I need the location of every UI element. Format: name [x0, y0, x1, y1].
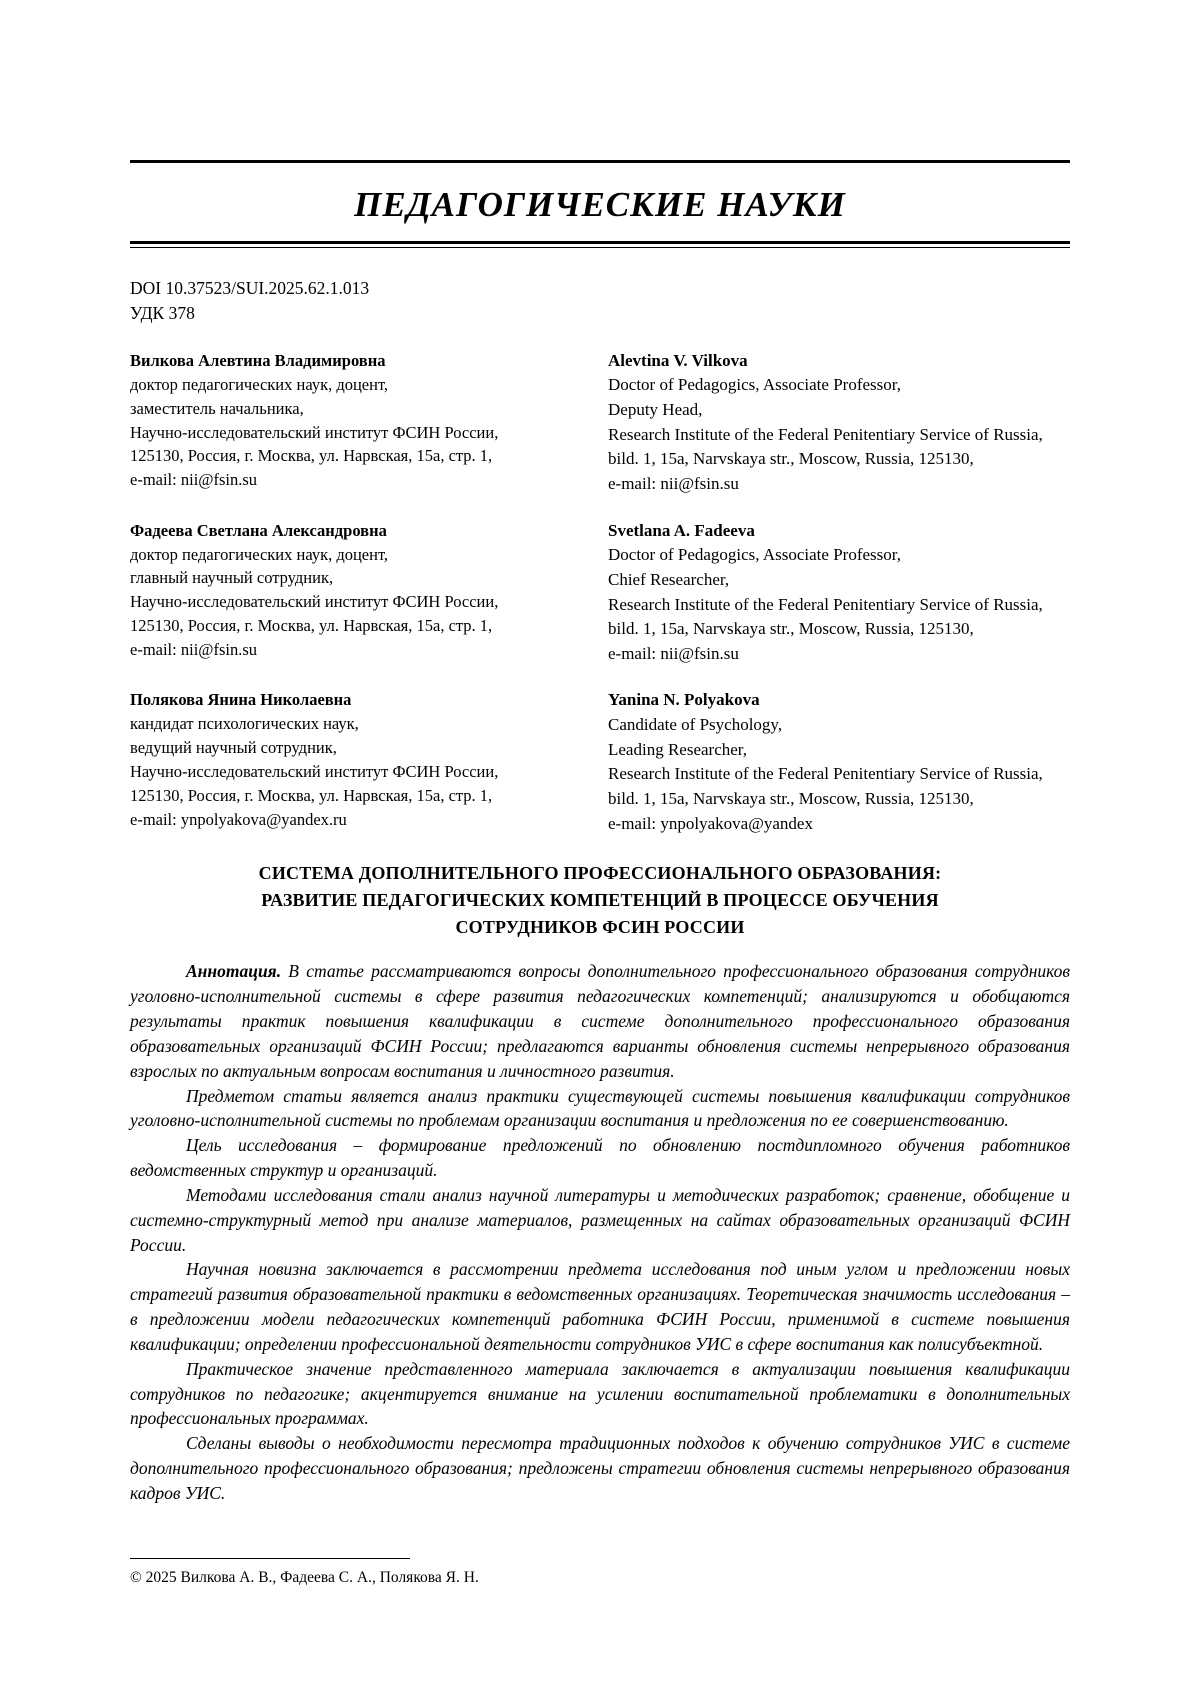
footer-rule	[130, 1558, 410, 1559]
copyright-text: © 2025 Вилкова А. В., Фадеева С. А., Полякова Я. Н.	[130, 1569, 479, 1586]
authors-block	[130, 349, 1070, 837]
author-affiliation: Research Institute of the Federal Penitentiary Service of Russia,	[608, 594, 1043, 614]
author-email: e-mail: nii@fsin.su	[130, 640, 258, 660]
author-detail: доктор педагогических наук, доцент,	[130, 544, 389, 564]
author-detail: Candidate of Psychology,	[608, 715, 783, 735]
page-content	[130, 0, 1070, 1506]
author-detail: доктор педагогических наук, доцент,	[130, 374, 389, 394]
abstract-block	[130, 959, 1070, 1506]
abstract-text: В статье рассматриваются вопросы дополнительного профессионального образования сотрудников уголовно-исполнительной системы в сфере развития педагогических компетенций; анализируются и обобщаются результаты практик повышения квалификации в системе дополнительного профессионального образования образовательных организаций ФСИН России; предлагаются варианты обновления системы непрерывного образования взрослых по актуальным вопросам воспитания и личностного развития.	[130, 961, 1071, 1081]
author-affiliation: Научно-исследовательский институт ФСИН России,	[130, 592, 499, 612]
author-address: bild. 1, 15a, Narvskaya str., Moscow, Russia, 125130,	[608, 449, 974, 469]
author-name-en: Yanina N. Polyakova	[608, 690, 760, 710]
author-detail: Deputy Head,	[608, 400, 703, 420]
author-name-en: Svetlana A. Fadeeva	[608, 520, 755, 540]
author-name-ru: Полякова Янина Николаевна	[130, 690, 352, 710]
article-title-line: СОТРУДНИКОВ ФСИН РОССИИ	[455, 917, 745, 938]
author-detail: кандидат психологических наук,	[130, 714, 359, 734]
author-address: 125130, Россия, г. Москва, ул. Нарвская, 15а, стр. 1,	[130, 786, 493, 806]
author-en-column	[600, 519, 1070, 667]
author-address: bild. 1, 15a, Narvskaya str., Moscow, Russia, 125130,	[608, 619, 974, 639]
author-detail: ведущий научный сотрудник,	[130, 738, 337, 758]
author-affiliation: Научно-исследовательский институт ФСИН России,	[130, 762, 499, 782]
abstract-label: Аннотация.	[186, 961, 282, 982]
author-ru-column	[130, 688, 600, 836]
author-name-ru: Фадеева Светлана Александровна	[130, 520, 387, 540]
header-bottom-rule-2	[130, 247, 1070, 248]
abstract-paragraph: Научная новизна заключается в рассмотрении предмета исследования под иным углом и предложении новых стратегий развития образовательной практики в ведомственных организациях. Теоретическая значимость исследования – в предложении модели педагогических компетенций работника ФСИН России, применимой в системе повышения квалификации; определении профессиональной деятельности сотрудников УИС в сфере воспитания как полисубъектной.	[130, 1259, 1070, 1354]
author-affiliation: Research Institute of the Federal Penitentiary Service of Russia,	[608, 764, 1043, 784]
author-address: 125130, Россия, г. Москва, ул. Нарвская, 15а, стр. 1,	[130, 446, 493, 466]
author-detail: Chief Researcher,	[608, 569, 730, 589]
author-name-ru: Вилкова Алевтина Владимировна	[130, 350, 386, 370]
author-entry	[130, 519, 1070, 667]
author-detail: главный научный сотрудник,	[130, 568, 334, 588]
author-detail: Doctor of Pedagogics, Associate Professor,	[608, 375, 901, 395]
author-ru-column	[130, 349, 600, 497]
doi-block	[130, 276, 1070, 327]
article-title-line: РАЗВИТИЕ ПЕДАГОГИЧЕСКИХ КОМПЕТЕНЦИЙ В ПРОЦЕССЕ ОБУЧЕНИЯ	[261, 890, 939, 911]
abstract-paragraph	[130, 959, 1070, 1083]
page-footer	[130, 1558, 1070, 1587]
abstract-paragraph: Цель исследования – формирование предложений по обновлению постдипломного обучения работников ведомственных структур и организаций.	[130, 1135, 1070, 1181]
author-affiliation: Научно-исследовательский институт ФСИН России,	[130, 422, 499, 442]
article-title	[170, 860, 1030, 941]
author-address: 125130, Россия, г. Москва, ул. Нарвская, 15а, стр. 1,	[130, 616, 493, 636]
section-title: ПЕДАГОГИЧЕСКИЕ НАУКИ	[354, 185, 846, 224]
author-email: e-mail: nii@fsin.su	[130, 470, 258, 490]
abstract-paragraph: Методами исследования стали анализ научной литературы и методических разработок; сравнение, обобщение и системно-структурный метод при анализе материалов, размещенных на сайтах образовательных организаций ФСИН России.	[130, 1184, 1070, 1255]
author-email: e-mail: ynpolyakova@yandex.ru	[130, 810, 347, 830]
author-ru-column	[130, 519, 600, 667]
author-name-en: Alevtina V. Vilkova	[608, 350, 748, 370]
author-entry	[130, 349, 1070, 497]
author-detail: Doctor of Pedagogics, Associate Professor,	[608, 545, 901, 565]
article-title-line: СИСТЕМА ДОПОЛНИТЕЛЬНОГО ПРОФЕССИОНАЛЬНОГО ОБРАЗОВАНИЯ:	[258, 863, 942, 884]
abstract-paragraph: Сделаны выводы о необходимости пересмотра традиционных подходов к обучению сотрудников УИС в системе дополнительного профессионального образования; предложены стратегии обновления системы непрерывного образования кадров УИС.	[130, 1433, 1070, 1503]
author-en-column	[600, 688, 1070, 836]
author-affiliation: Research Institute of the Federal Penitentiary Service of Russia,	[608, 424, 1043, 444]
abstract-paragraph: Практическое значение представленного материала заключается в актуализации повышения квалификации сотрудников по педагогике; акцентируется внимание на усилении воспитательной проблематики в дополнительных профессиональных программах.	[130, 1358, 1070, 1429]
author-en-column	[600, 349, 1070, 497]
author-email: e-mail: ynpolyakova@yandex	[608, 813, 813, 833]
abstract-paragraph: Предметом статьи является анализ практики существующей системы повышения квалификации сотрудников уголовно-исполнительной системы по проблемам организации воспитания и предложения по ее совершенствованию.	[130, 1085, 1070, 1131]
author-email: e-mail: nii@fsin.su	[608, 473, 739, 493]
doi-text: DOI 10.37523/SUI.2025.62.1.013	[130, 278, 370, 298]
udk-text: УДК 378	[130, 303, 195, 324]
author-email: e-mail: nii@fsin.su	[608, 643, 739, 663]
author-detail: Leading Researcher,	[608, 739, 748, 759]
author-entry	[130, 688, 1070, 836]
author-detail: заместитель начальника,	[130, 398, 304, 418]
author-address: bild. 1, 15a, Narvskaya str., Moscow, Russia, 125130,	[608, 789, 974, 808]
